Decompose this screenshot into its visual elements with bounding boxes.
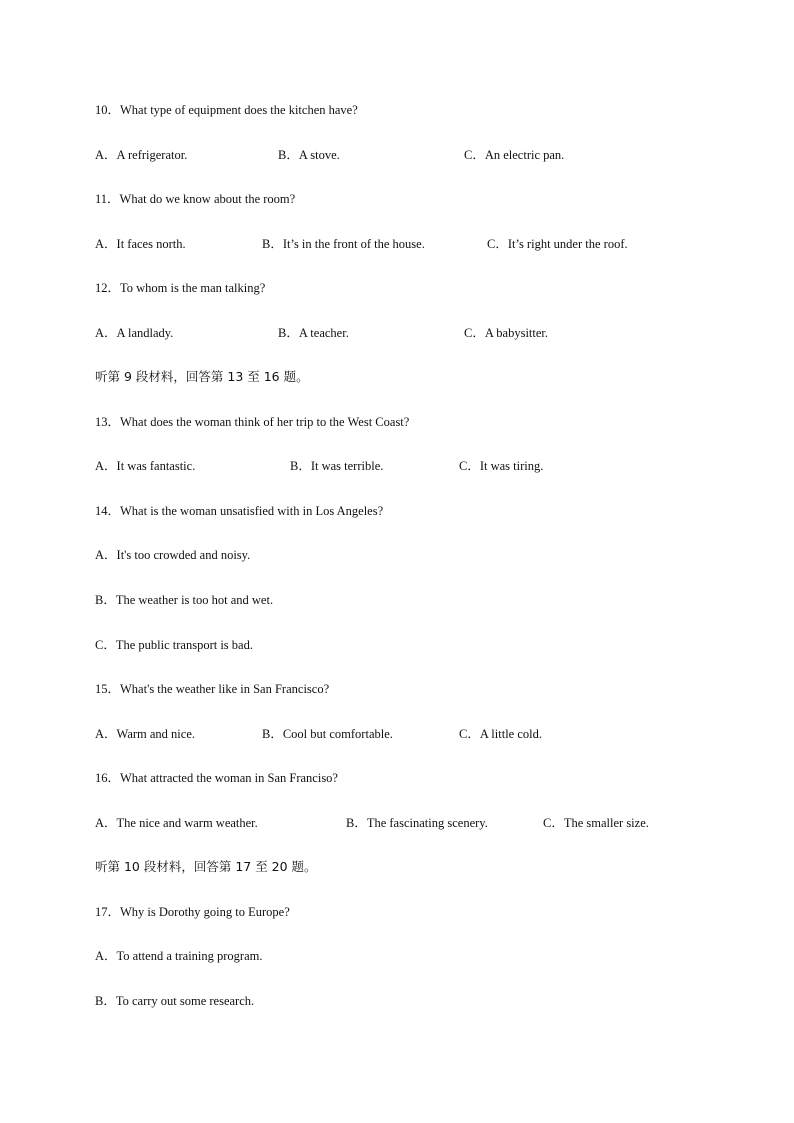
question-15-option-b: B．Cool but comfortable. (262, 727, 393, 741)
question-16-option-c: C．The smaller size. (543, 816, 649, 830)
question-11-option-c: C．It’s right under the roof. (487, 237, 628, 251)
question-14-option-a: A．It's too crowded and noisy. (95, 548, 251, 562)
question-15-option-c: C．A little cold. (459, 727, 542, 741)
question-11-option-b: B．It’s in the front of the house. (262, 237, 425, 251)
question-16-option-a: A．The nice and warm weather. (95, 816, 258, 830)
question-12-stem: 12．To whom is the man talking? (95, 281, 266, 295)
question-10-option-c: C．An electric pan. (464, 148, 565, 162)
question-12-option-b: B．A teacher. (278, 326, 349, 340)
section-9-heading: 听第 9 段材料，回答第 13 至 16 题。 (95, 369, 309, 384)
question-12-option-c: C．A babysitter. (464, 326, 549, 340)
section-10-heading: 听第 10 段材料，回答第 17 至 20 题。 (95, 859, 317, 874)
question-10-option-b: B．A stove. (278, 148, 340, 162)
question-15-option-a: A．Warm and nice. (95, 727, 196, 741)
question-13-stem: 13．What does the woman think of her trip to the West Coast? (95, 415, 410, 429)
question-17-option-b: B．To carry out some research. (95, 994, 255, 1008)
question-17-stem: 17．Why is Dorothy going to Europe? (95, 905, 290, 919)
question-14-option-b: B．The weather is too hot and wet. (95, 593, 274, 607)
question-16-stem: 16．What attracted the woman in San Franciso? (95, 771, 338, 785)
question-14-stem: 14．What is the woman unsatisfied with in Los Angeles? (95, 504, 384, 518)
question-14-option-c: C．The public transport is bad. (95, 638, 253, 652)
question-10-stem: 10．What type of equipment does the kitchen have? (95, 103, 358, 117)
question-13-option-b: B．It was terrible. (290, 459, 384, 473)
question-15-stem: 15．What's the weather like in San Francisco? (95, 682, 330, 696)
question-13-option-c: C．It was tiring. (459, 459, 544, 473)
question-12-option-a: A．A landlady. (95, 326, 174, 340)
question-11-option-a: A．It faces north. (95, 237, 186, 251)
question-17-option-a: A．To attend a training program. (95, 949, 263, 963)
question-13-option-a: A．It was fantastic. (95, 459, 196, 473)
question-11-stem: 11．What do we know about the room? (95, 192, 296, 206)
question-10-option-a: A．A refrigerator. (95, 148, 188, 162)
question-16-option-b: B．The fascinating scenery. (346, 816, 488, 830)
